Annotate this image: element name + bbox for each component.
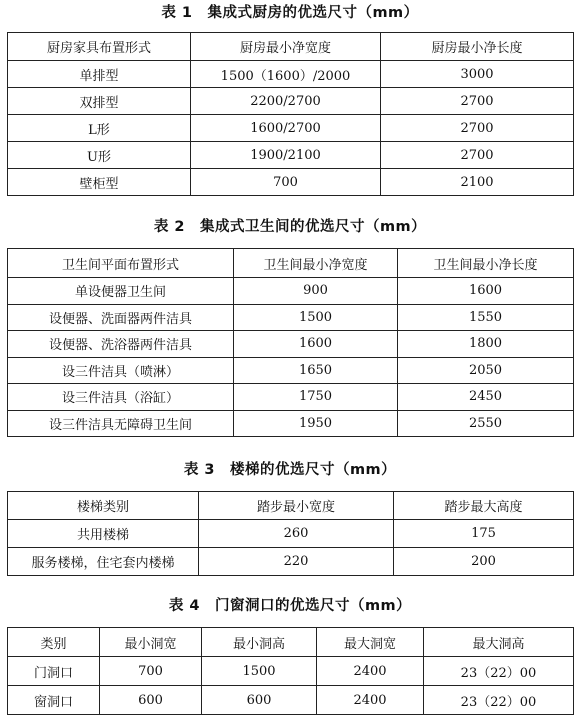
table-row [8, 492, 574, 520]
table-cell: 1950 [234, 410, 398, 437]
table-cell: 1500 [234, 304, 398, 331]
table-cell: 双排型 [8, 88, 191, 115]
table-row [8, 331, 574, 358]
table-cell: 23（22）00 [424, 686, 574, 715]
table-cell: 3000 [381, 61, 574, 88]
table-cell: 设便器、洗浴器两件洁具 [8, 331, 234, 358]
table-cell: 2400 [317, 657, 424, 686]
table-cell: 1500（1600）/2000 [191, 61, 381, 88]
table-header-cell: 卫生间最小净宽度 [234, 249, 398, 278]
table-header-cell: 卫生间最小净长度 [398, 249, 574, 278]
table-row [8, 548, 574, 576]
table-cell: 1550 [398, 304, 574, 331]
table-row [8, 278, 574, 305]
table-header-cell: 最大洞宽 [317, 628, 424, 657]
table-row [8, 88, 574, 115]
table-cell: 1600 [398, 278, 574, 305]
table-header-cell: 厨房最小净宽度 [191, 33, 381, 61]
table-cell: 2700 [381, 115, 574, 142]
table-row [8, 33, 574, 61]
table-row [8, 410, 574, 437]
table-cell: 设三件洁具（浴缸） [8, 384, 234, 411]
table-cell: 单排型 [8, 61, 191, 88]
table-header-cell: 楼梯类别 [8, 492, 199, 520]
table-cell: 700 [100, 657, 202, 686]
table-cell: 1800 [398, 331, 574, 358]
table-cell: 1500 [202, 657, 317, 686]
table-cell: 2550 [398, 410, 574, 437]
table-cell: 1750 [234, 384, 398, 411]
table-row [8, 686, 574, 715]
table-cell: 175 [394, 520, 574, 548]
table-header-cell: 踏步最大高度 [394, 492, 574, 520]
table-header-cell: 最小洞高 [202, 628, 317, 657]
table-cell: 设三件洁具（喷淋） [8, 357, 234, 384]
table-header-cell: 厨房最小净长度 [381, 33, 574, 61]
table-header-cell: 踏步最小宽度 [199, 492, 394, 520]
table-cell: 设便器、洗面器两件洁具 [8, 304, 234, 331]
table-row [8, 61, 574, 88]
table-3-caption: 表 3 楼梯的优选尺寸（mm） [183, 462, 397, 478]
table-cell: 220 [199, 548, 394, 576]
table-cell: 2100 [381, 169, 574, 196]
table-row [8, 657, 574, 686]
table-cell: 2050 [398, 357, 574, 384]
table-cell: 200 [394, 548, 574, 576]
table-cell: 700 [191, 169, 381, 196]
table-header-cell: 最小洞宽 [100, 628, 202, 657]
table-cell: 23（22）00 [424, 657, 574, 686]
table-row [8, 115, 574, 142]
table-cell: 单设便器卫生间 [8, 278, 234, 305]
table-2 [7, 248, 574, 437]
table-cell: 1600/2700 [191, 115, 381, 142]
table-cell: L形 [8, 115, 191, 142]
table-cell: 门洞口 [8, 657, 100, 686]
table-row [8, 169, 574, 196]
table-cell: 2200/2700 [191, 88, 381, 115]
table-3 [7, 491, 574, 576]
table-4 [7, 627, 574, 715]
table-header-cell: 厨房家具布置形式 [8, 33, 191, 61]
table-cell: 2700 [381, 142, 574, 169]
table-cell: 2400 [317, 686, 424, 715]
table-cell: 900 [234, 278, 398, 305]
table-cell: 设三件洁具无障碍卫生间 [8, 410, 234, 437]
table-row [8, 142, 574, 169]
table-cell: U形 [8, 142, 191, 169]
table-cell: 共用楼梯 [8, 520, 199, 548]
table-1 [7, 32, 574, 196]
table-cell: 2700 [381, 88, 574, 115]
table-header-cell: 卫生间平面布置形式 [8, 249, 234, 278]
table-cell: 窗洞口 [8, 686, 100, 715]
table-cell: 260 [199, 520, 394, 548]
table-cell: 1900/2100 [191, 142, 381, 169]
table-cell: 2450 [398, 384, 574, 411]
table-cell: 壁柜型 [8, 169, 191, 196]
table-row [8, 520, 574, 548]
table-row [8, 384, 574, 411]
table-cell: 600 [202, 686, 317, 715]
table-row [8, 304, 574, 331]
table-2-caption: 表 2 集成式卫生间的优选尺寸（mm） [153, 219, 427, 235]
table-row [8, 249, 574, 278]
table-cell: 服务楼梯，住宅套内楼梯 [8, 548, 199, 576]
table-4-caption: 表 4 门窗洞口的优选尺寸（mm） [168, 598, 412, 614]
table-1-caption: 表 1 集成式厨房的优选尺寸（mm） [161, 5, 419, 21]
table-row [8, 628, 574, 657]
table-row [8, 357, 574, 384]
table-header-cell: 最大洞高 [424, 628, 574, 657]
table-cell: 1650 [234, 357, 398, 384]
table-cell: 1600 [234, 331, 398, 358]
table-header-cell: 类别 [8, 628, 100, 657]
table-cell: 600 [100, 686, 202, 715]
